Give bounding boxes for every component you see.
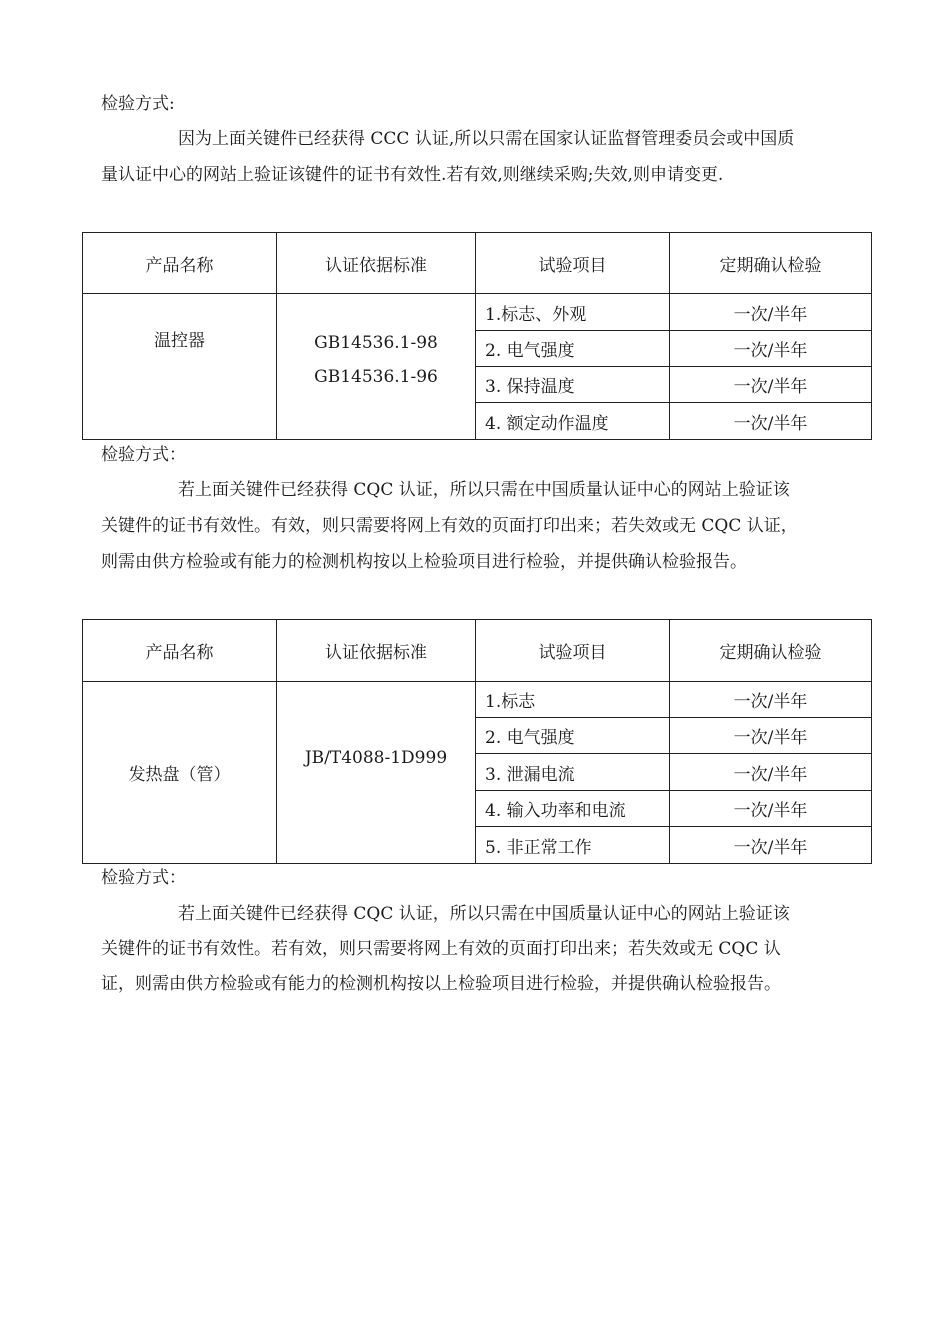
test-item-cell: 3. 保持温度 bbox=[476, 367, 670, 403]
frequency-cell: 一次/半年 bbox=[670, 754, 872, 791]
section1-heading: 检验方式: bbox=[101, 94, 175, 114]
header-periodic-check: 定期确认检验 bbox=[670, 620, 872, 682]
section3-heading: 检验方式： bbox=[101, 868, 186, 888]
section2-para-line-3: 则需由供方检验或有能力的检测机构按以上检验项目进行检验，并提供确认检验报告。 bbox=[101, 552, 747, 572]
frequency-cell: 一次/半年 bbox=[670, 331, 872, 367]
header-product-name: 产品名称 bbox=[83, 233, 277, 294]
section2-heading: 检验方式： bbox=[101, 445, 186, 465]
frequency-cell: 一次/半年 bbox=[670, 294, 872, 331]
spec-table-thermostat bbox=[82, 232, 872, 440]
header-test-item: 试验项目 bbox=[476, 233, 670, 294]
section3-para-line-2: 关键件的证书有效性。若有效，则只需要将网上有效的页面打印出来；若失效或无 CQC 认 bbox=[101, 939, 781, 959]
section2-para-line-1: 若上面关键件已经获得 CQC 认证，所以只需在中国质量认证中心的网站上验证该 bbox=[178, 480, 790, 500]
frequency-cell: 一次/半年 bbox=[670, 367, 872, 403]
test-item-cell: 1.标志、外观 bbox=[476, 294, 670, 331]
test-item-cell: 2. 电气强度 bbox=[476, 718, 670, 754]
section3-para-line-3: 证，则需由供方检验或有能力的检测机构按以上检验项目进行检验，并提供确认检验报告。 bbox=[101, 974, 781, 994]
section2-para-line-2: 关键件的证书有效性。有效，则只需要将网上有效的页面打印出来；若失效或无 CQC 认证， bbox=[101, 516, 798, 536]
frequency-cell: 一次/半年 bbox=[670, 791, 872, 827]
test-item-cell: 5. 非正常工作 bbox=[476, 827, 670, 864]
table-row bbox=[83, 682, 872, 718]
standard-line: GB14536.1-98 bbox=[314, 333, 438, 353]
product-name-cell: 温控器 bbox=[83, 294, 277, 440]
test-item-cell: 3. 泄漏电流 bbox=[476, 754, 670, 791]
product-name-cell: 发热盘（管） bbox=[83, 682, 277, 864]
frequency-cell: 一次/半年 bbox=[670, 718, 872, 754]
table-row bbox=[83, 294, 872, 331]
standard-line: GB14536.1-96 bbox=[314, 367, 438, 387]
header-periodic-check: 定期确认检验 bbox=[670, 233, 872, 294]
frequency-cell: 一次/半年 bbox=[670, 403, 872, 440]
standard-cell: JB/T4088-1D999 bbox=[277, 682, 476, 864]
header-product-name: 产品名称 bbox=[83, 620, 277, 682]
header-standard: 认证依据标准 bbox=[277, 233, 476, 294]
section1-para-line-1: 因为上面关键件已经获得 CCC 认证,所以只需在国家认证监督管理委员会或中国质 bbox=[178, 129, 795, 149]
section3-para-line-1: 若上面关键件已经获得 CQC 认证，所以只需在中国质量认证中心的网站上验证该 bbox=[178, 904, 790, 924]
section1-para-line-2: 量认证中心的网站上验证该键件的证书有效性.若有效,则继续采购;失效,则申请变更. bbox=[101, 165, 724, 185]
test-item-cell: 1.标志 bbox=[476, 682, 670, 718]
frequency-cell: 一次/半年 bbox=[670, 682, 872, 718]
test-item-cell: 4. 输入功率和电流 bbox=[476, 791, 670, 827]
frequency-cell: 一次/半年 bbox=[670, 827, 872, 864]
header-standard: 认证依据标准 bbox=[277, 620, 476, 682]
standard-cell bbox=[277, 294, 476, 440]
test-item-cell: 2. 电气强度 bbox=[476, 331, 670, 367]
table-header-row bbox=[83, 233, 872, 294]
table-header-row bbox=[83, 620, 872, 682]
header-test-item: 试验项目 bbox=[476, 620, 670, 682]
spec-table-heating-plate bbox=[82, 619, 872, 864]
test-item-cell: 4. 额定动作温度 bbox=[476, 403, 670, 440]
